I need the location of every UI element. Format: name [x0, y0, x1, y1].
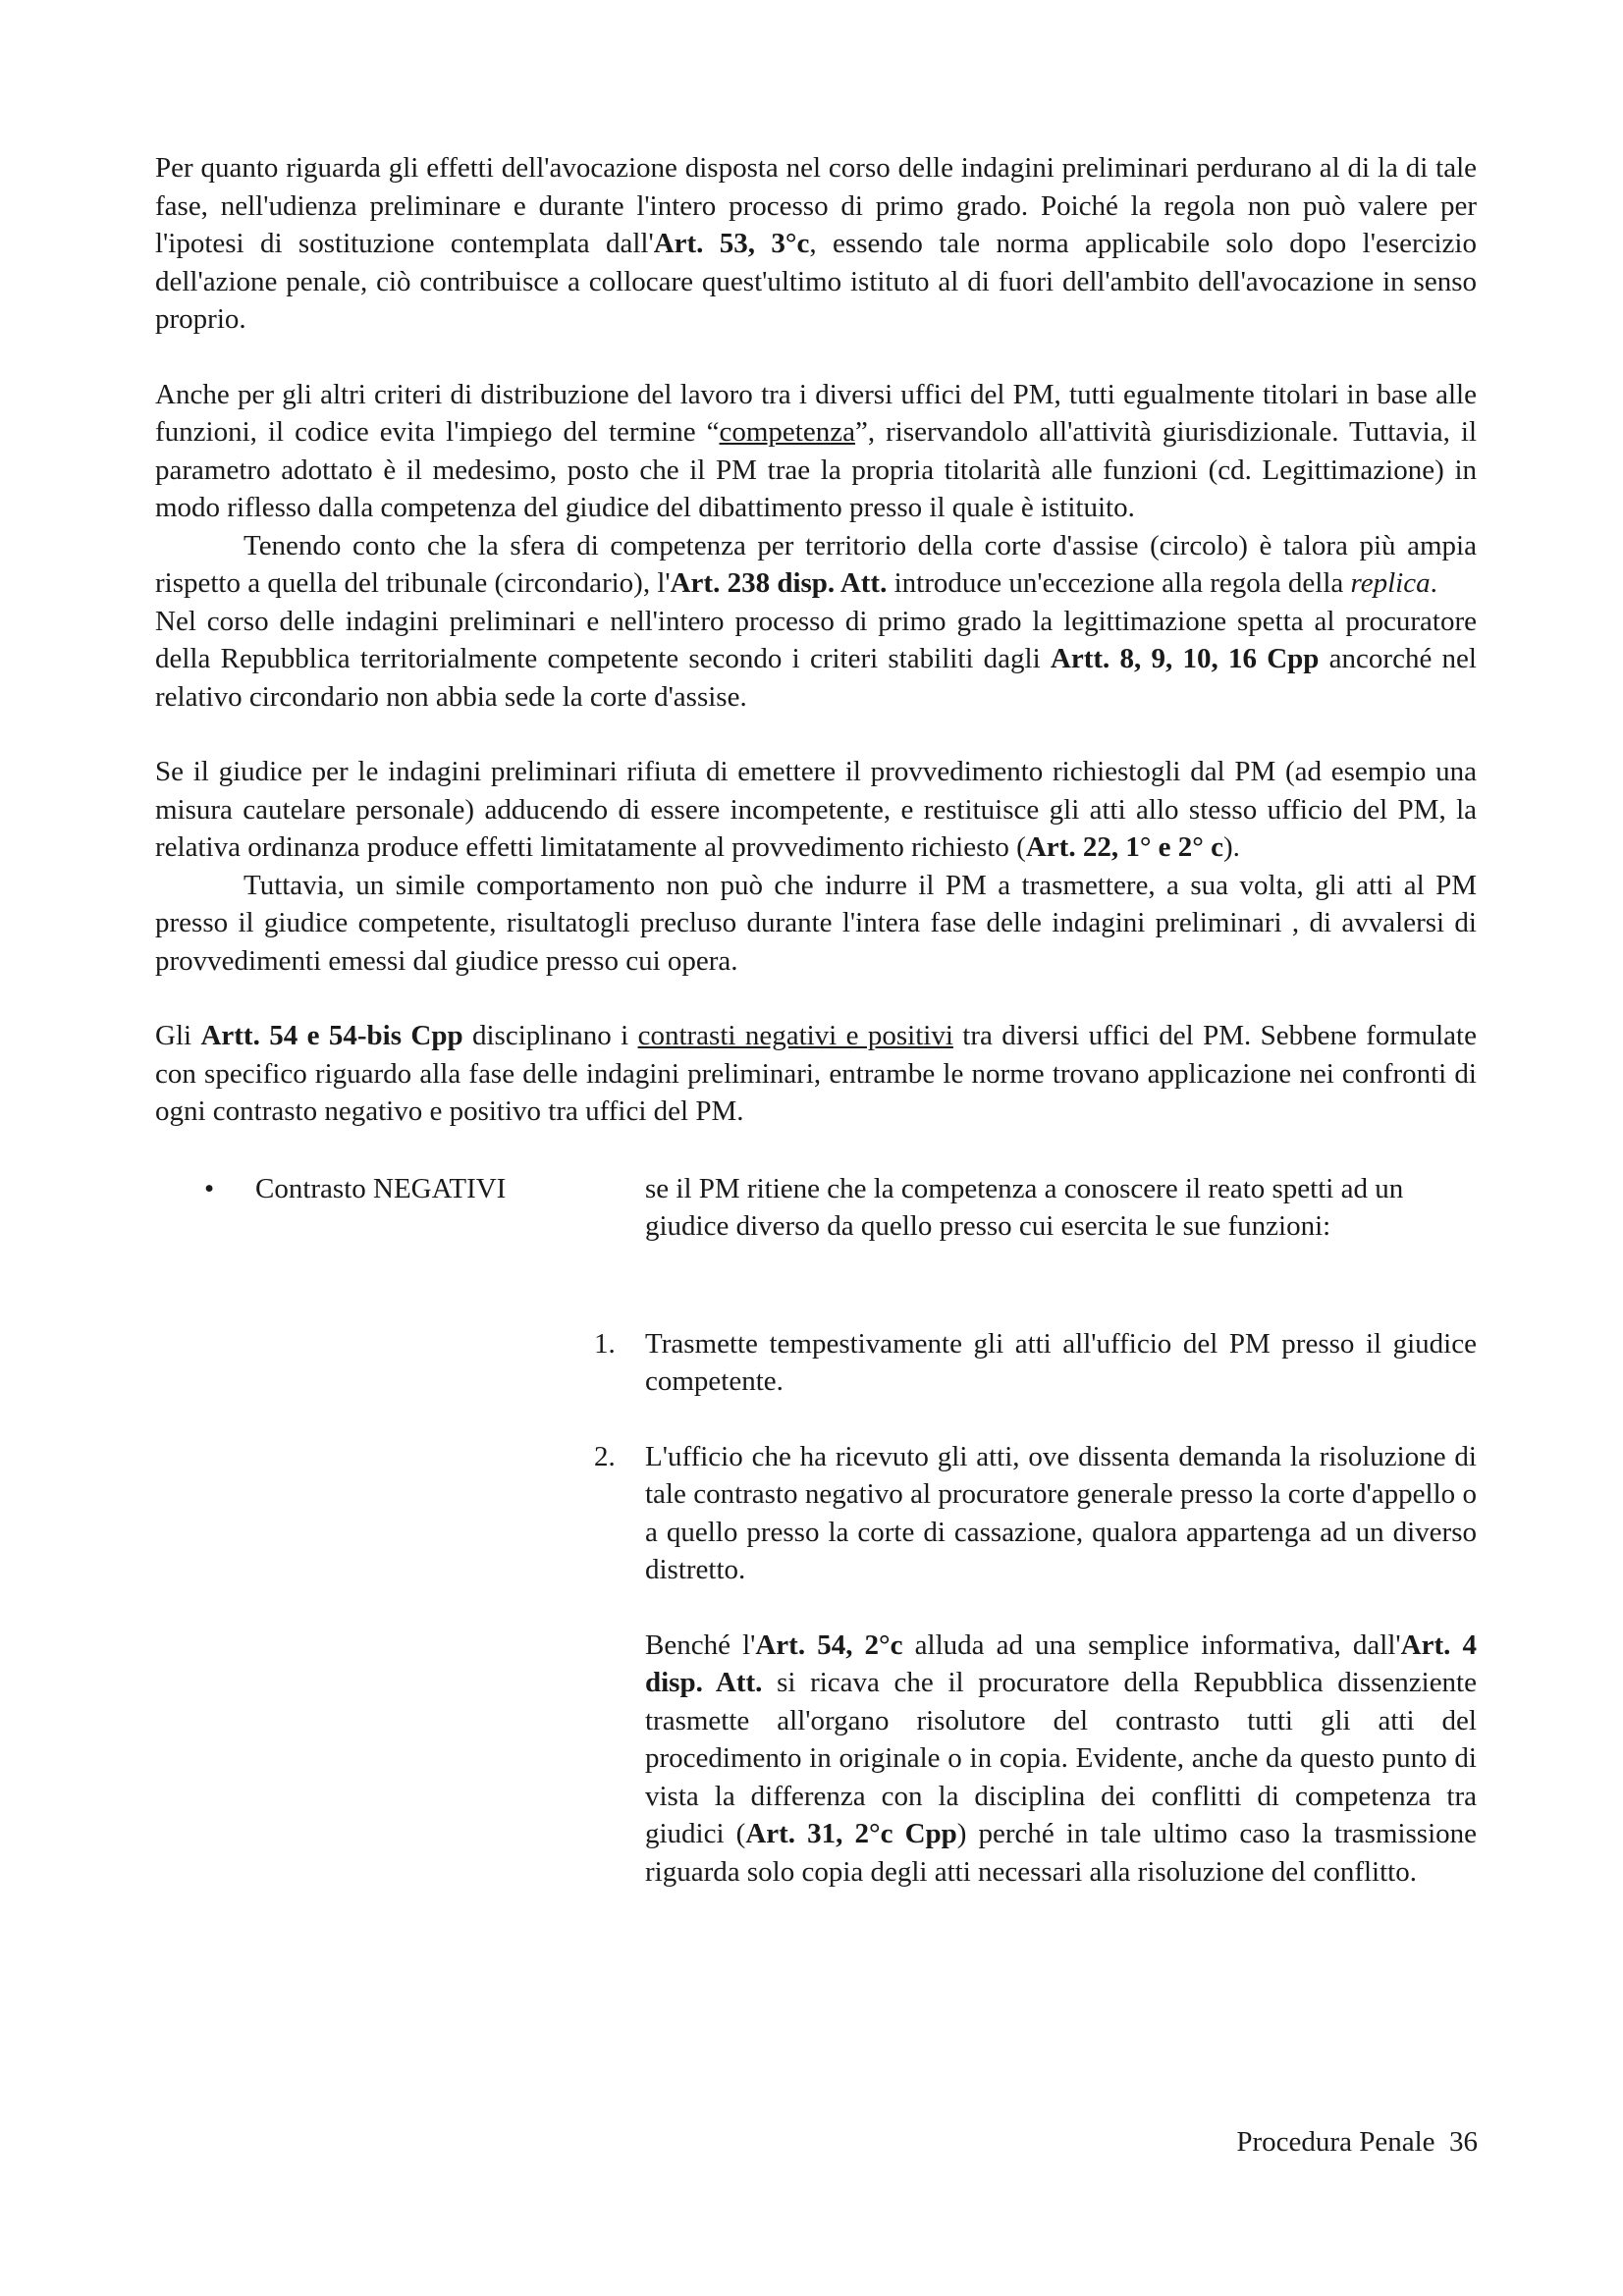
paragraph-corte-assise: Tenendo conto che la sfera di competenza per territorio della corte d'assise (circolo) è talora più ampia rispetto a quella del tribunale (circondario), l'Art. 238 disp. Att. introduce un'eccezione alla regola della replica. — [155, 529, 1477, 599]
list-item-2 — [594, 1438, 1477, 1589]
bullet-icon: • — [204, 1172, 215, 1204]
paragraph-art54-note: Benché l'Art. 54, 2°c alluda ad una semplice informativa, dall'Art. 4 disp. Att. si ricava che il procuratore della Repubblica dissenziente trasmette all'organo risolutore del contrasto tutti gli atti del procedimento in originale o in copia. Evidente, anche da questo punto di vista la differenza con la disciplina dei conflitti di competenza tra giudici (Art. 31, 2°c Cpp) perché in tale ultimo caso la trasmissione riguarda solo copia degli atti necessari alla risoluzione del conflitto. — [645, 1629, 1478, 1888]
list-item-2-note — [645, 1627, 1477, 1892]
paragraph-criteri: Anche per gli altri criteri di distribuzione del lavoro tra i diversi uffici del PM, tutti egualmente titolari in base alle funzioni, il codice evita l'impiego del termine “competenza”, riservandolo all'attività giurisdizionale. Tuttavia, il parametro adottato è il medesimo, posto che il PM trae la propria titolarità alle funzioni (cd. Legittimazione) in modo riflesso dalla competenza del giudice del dibattimento presso il quale è istituito. — [155, 378, 1477, 523]
paragraph-legittimazione: Nel corso delle indagini preliminari e nell'intero processo di primo grado la legittimazione spetta al procuratore della Repubblica territorialmente competente secondo i criteri stabiliti dagli Artt. 8, 9, 10, 16 Cpp ancorché nel relativo circondario non abbia sede la corte d'assise. — [155, 605, 1477, 713]
list-number: 2. — [594, 1440, 616, 1472]
bullet-label: Contrasto NEGATIVI — [255, 1172, 507, 1204]
bullet-description: se il PM ritiene che la competenza a conoscere il reato spetti ad un giudice diverso da quello presso cui esercita le sue funzioni: — [645, 1172, 1404, 1242]
paragraph-trasmissione: Tuttavia, un simile comportamento non può che indurre il PM a trasmettere, a sua volta, gli atti al PM presso il giudice competente, risultatogli precluso durante l'intera fase delle indagini preliminari , di avvalersi di provvedimenti emessi dal giudice presso cui opera. — [155, 869, 1477, 977]
footer-title: Procedura Penale — [1236, 2126, 1435, 2158]
bullet-contrasto-negativi — [155, 1170, 1477, 1288]
page-number: 36 — [1449, 2126, 1478, 2158]
list-item-text: Trasmette tempestivamente gli atti all'ufficio del PM presso il giudice competente. — [645, 1327, 1477, 1397]
list-item-text: L'ufficio che ha ricevuto gli atti, ove dissenta demanda la risoluzione di tale contrasto negativo al procuratore generale presso la corte d'appello o a quello presso la corte di cassazione, qualora appartenga ad un diverso distretto. — [645, 1440, 1477, 1585]
list-item-1 — [594, 1325, 1477, 1401]
paragraph-gip-rifiuto: Se il giudice per le indagini preliminari rifiuta di emettere il provvedimento richiestogli dal PM (ad esempio una misura cautelare personale) adducendo di essere incompetente, e restituisce gli atti allo stesso ufficio del PM, la relativa ordinanza produce effetti limitatamente al provvedimento richiesto (Art. 22, 1° e 2° c). — [155, 756, 1477, 863]
document-body — [155, 149, 1477, 1891]
page-footer — [1080, 2123, 1478, 2161]
paragraph-avocazione: Per quanto riguarda gli effetti dell'avocazione disposta nel corso delle indagini preliminari perdurano al di la di tale fase, nell'udienza preliminare e durante l'intero processo di primo grado. Poiché la regola non può valere per l'ipotesi di sostituzione contemplata dall'Art. 53, 3°c, essendo tale norma applicabile solo dopo l'esercizio dell'azione penale, ciò contribuisce a collocare quest'ultimo istituto al di fuori dell'ambito dell'avocazione in senso proprio. — [155, 152, 1477, 335]
list-number: 1. — [594, 1327, 616, 1360]
paragraph-contrasti: Gli Artt. 54 e 54-bis Cpp disciplinano i contrasti negativi e positivi tra diversi uffici del PM. Sebbene formulate con specifico riguardo alla fase delle indagini preliminari, entrambe le norme trovano applicazione nei confronti di ogni contrasto negativo e positivo tra uffici del PM. — [155, 1020, 1477, 1127]
